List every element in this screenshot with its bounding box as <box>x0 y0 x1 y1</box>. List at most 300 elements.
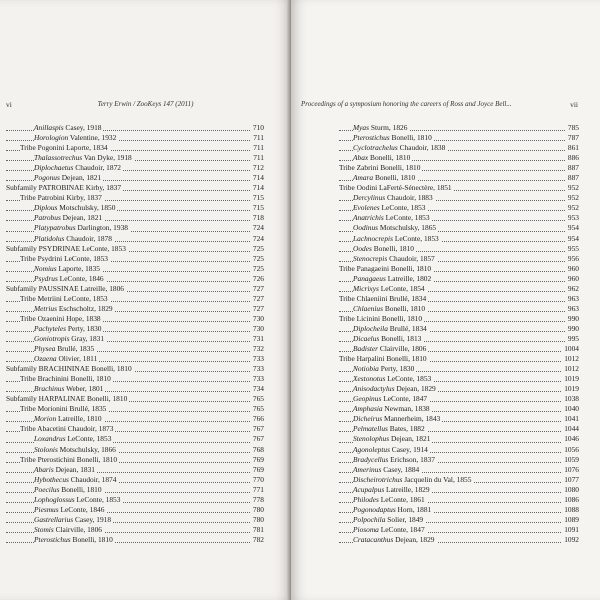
toc-entry-author: Dejean, 1829 <box>393 534 435 544</box>
toc-entry-title <box>353 133 434 143</box>
toc-page-number: 1056 <box>564 444 579 454</box>
toc-entry <box>6 505 264 515</box>
toc-entry <box>339 173 579 183</box>
toc-entry <box>6 434 264 444</box>
toc-entry <box>6 354 264 364</box>
genus-name: Anisodactylus <box>353 384 395 394</box>
toc-entry-title <box>353 143 447 153</box>
toc-page-number: 861 <box>567 143 579 153</box>
genus-name: Cratacanthus <box>353 534 394 544</box>
toc-entry-author: Darlington, 1938 <box>75 223 128 233</box>
toc-entry <box>6 203 264 213</box>
toc-page-number: 733 <box>252 364 264 374</box>
toc-entry-author: Tribe Metriini LeConte, 1853 <box>20 293 108 303</box>
toc-entry <box>339 465 579 475</box>
toc-entry-title <box>353 465 421 475</box>
genus-name: Loxandrus <box>34 434 66 444</box>
toc-entry <box>6 153 264 163</box>
toc-entry <box>6 254 264 264</box>
toc-page-number: 727 <box>252 293 264 303</box>
genus-name: Goniotropis <box>34 333 70 343</box>
toc-entry-title <box>353 213 432 223</box>
toc-entry-author: Tribe Pogonini Laporte, 1834 <box>20 143 108 153</box>
toc-entry <box>339 525 579 535</box>
toc-entry-author: Erichson, 1837 <box>388 454 435 464</box>
toc-page-number: 731 <box>252 333 264 343</box>
toc-entry <box>339 314 579 324</box>
toc-page-number: 1012 <box>564 364 579 374</box>
toc-entry <box>6 123 264 133</box>
toc-entry <box>339 344 579 354</box>
toc-entry-title <box>34 344 96 354</box>
genus-name: Gastrellarius <box>34 514 74 524</box>
toc-page-number: 1077 <box>564 474 579 484</box>
toc-entry-title <box>34 123 103 133</box>
toc-entry <box>6 495 264 505</box>
toc-entry-author: Latreille, 1810 <box>56 414 102 424</box>
toc-page-number: 780 <box>252 514 264 524</box>
toc-entry <box>339 223 579 233</box>
genus-name: Physea <box>34 344 56 354</box>
left-table-of-contents <box>6 123 264 545</box>
left-page-number: vi <box>6 100 12 109</box>
toc-entry-author: Casey, 1918 <box>73 514 112 524</box>
toc-entry-title <box>20 404 108 414</box>
toc-entry-title <box>34 414 104 424</box>
toc-entry-author: Tribe Ozaenini Hope, 1838 <box>20 313 101 323</box>
toc-entry <box>6 264 264 274</box>
genus-name: Acupalpus <box>353 484 385 494</box>
genus-name: Amerinus <box>353 464 382 474</box>
toc-entry-title <box>353 153 412 163</box>
toc-entry <box>6 244 264 254</box>
toc-entry <box>6 445 264 455</box>
toc-entry-author: Solier, 1849 <box>385 514 424 524</box>
toc-entry-author: LeConte, 1853 <box>74 494 121 504</box>
toc-entry <box>6 274 264 284</box>
toc-entry-author: Chaudoir, 1874 <box>68 474 117 484</box>
toc-entry-title <box>339 354 429 364</box>
toc-page-number: 1012 <box>564 354 579 364</box>
toc-entry <box>339 304 579 314</box>
toc-entry-author: LeConte, 1853 <box>65 434 112 444</box>
toc-page-number: 962 <box>567 283 579 293</box>
toc-page-number: 724 <box>252 223 264 233</box>
toc-page-number: 886 <box>567 153 579 163</box>
toc-entry-author: Casey, 1884 <box>381 464 420 474</box>
genus-name: Cyclotrachelus <box>353 143 398 153</box>
toc-page-number: 726 <box>252 273 264 283</box>
toc-entry-author: LeConte, 1861 <box>378 494 425 504</box>
toc-entry-title <box>34 525 104 535</box>
toc-entry <box>339 455 579 465</box>
genus-name: Philodes <box>353 494 379 504</box>
toc-entry-title <box>353 254 437 264</box>
toc-entry-title <box>339 314 424 324</box>
toc-entry <box>6 133 264 143</box>
toc-entry <box>339 183 579 193</box>
toc-page-number: 768 <box>252 444 264 454</box>
toc-entry <box>6 525 264 535</box>
genus-name: Anatrichis <box>353 213 384 223</box>
toc-page-number: 724 <box>252 233 264 243</box>
genus-name: Xestonotus <box>353 374 386 384</box>
toc-entry-author: Clairville, 1806 <box>53 524 102 534</box>
toc-entry <box>6 424 264 434</box>
genus-name: Pelmatellus <box>353 424 388 434</box>
toc-entry <box>6 344 264 354</box>
right-page-number: vii <box>570 100 578 109</box>
toc-page-number: 734 <box>252 384 264 394</box>
toc-page-number: 995 <box>567 333 579 343</box>
toc-page-number: 787 <box>567 133 579 143</box>
genus-name: Morion <box>34 414 57 424</box>
toc-entry <box>6 223 264 233</box>
toc-entry-title <box>34 223 130 233</box>
genus-name: Lachnocrepis <box>353 233 393 243</box>
genus-name: Polpochila <box>353 514 386 524</box>
toc-page-number: 1040 <box>564 404 579 414</box>
genus-name: Piesmus <box>34 504 59 514</box>
genus-name: Lophoglossus <box>34 494 75 504</box>
genus-name: Platidolus <box>34 233 65 243</box>
toc-page-number: 766 <box>252 414 264 424</box>
toc-entry <box>339 244 579 254</box>
toc-entry-title <box>353 384 438 394</box>
toc-page-number: 711 <box>253 143 264 153</box>
toc-page-number: 715 <box>252 203 264 213</box>
genus-name: Piosoma <box>353 524 379 534</box>
toc-entry-author: Subfamily PSYDRINAE LeConte, 1853 <box>6 243 126 253</box>
genus-name: Badister <box>353 344 379 354</box>
toc-entry <box>6 404 264 414</box>
toc-entry-author: Chaudoir, 1878 <box>64 233 112 243</box>
toc-page-number: 767 <box>252 424 264 434</box>
toc-entry <box>339 414 579 424</box>
toc-entry <box>6 324 264 334</box>
toc-page-number: 725 <box>252 263 264 273</box>
toc-page-number: 1088 <box>564 504 579 514</box>
toc-page-number: 765 <box>252 404 264 414</box>
toc-entry-title <box>353 445 430 455</box>
toc-entry-author: Tribe Licinini Bonelli, 1810 <box>339 313 423 323</box>
toc-entry <box>6 465 264 475</box>
right-page <box>291 0 600 600</box>
toc-entry-title <box>34 434 113 444</box>
toc-entry <box>339 334 579 344</box>
toc-entry-author: Olivier, 1811 <box>56 354 98 364</box>
toc-page-number: 727 <box>252 303 264 313</box>
genus-name: Poecilus <box>34 484 60 494</box>
genus-name: Evolenes <box>353 203 380 213</box>
toc-entry-author: Motschulsky, 1866 <box>57 444 116 454</box>
toc-entry-author: Tribe Chlaeniini Brullé, 1834 <box>339 293 427 303</box>
toc-entry-author: Subfamily BRACHININAE Bonelli, 1810 <box>6 364 132 374</box>
toc-entry-author: Bates, 1882 <box>387 424 425 434</box>
toc-entry-title <box>34 515 113 525</box>
toc-page-number: 725 <box>252 243 264 253</box>
toc-entry-author: LeConte, 1853 <box>383 213 430 223</box>
toc-entry-title <box>6 244 128 254</box>
toc-entry <box>339 374 579 384</box>
toc-entry-title <box>353 515 425 525</box>
toc-entry-author: Chaudoir, 1872 <box>73 163 121 173</box>
genus-name: Pogonodaptus <box>353 504 396 514</box>
toc-entry-author: Dejean, 1829 <box>394 384 436 394</box>
toc-page-number: 769 <box>252 454 264 464</box>
genus-name: Nomius <box>34 263 57 273</box>
toc-page-number: 767 <box>252 434 264 444</box>
toc-entry-title <box>353 485 432 495</box>
toc-entry-author: Chaudoir, 1883 <box>385 193 433 203</box>
toc-entry-author: Casey, 1918 <box>63 123 102 132</box>
toc-entry-author: LeConte, 1847 <box>378 524 425 534</box>
toc-entry-title <box>353 274 433 284</box>
toc-entry-author: Brullé, 1834 <box>387 323 427 333</box>
toc-entry-author: Dejean, 1821 <box>389 434 431 444</box>
toc-page-number: 733 <box>252 374 264 384</box>
toc-page-number: 887 <box>567 173 579 183</box>
toc-entry-title <box>34 173 103 183</box>
genus-name: Patrobus <box>34 213 61 223</box>
toc-page-number: 954 <box>567 233 579 243</box>
toc-entry <box>6 213 264 223</box>
toc-page-number: 953 <box>567 213 579 223</box>
toc-entry-title <box>353 414 442 424</box>
toc-entry <box>339 505 579 515</box>
toc-entry-author: Bonelli, 1810 <box>371 243 414 253</box>
toc-entry-author: Newman, 1838 <box>382 404 430 414</box>
toc-entry-title <box>353 505 433 515</box>
genus-name: Horologion <box>34 133 69 143</box>
toc-page-number: 1046 <box>564 434 579 444</box>
toc-entry-author: Perty, 1830 <box>378 364 415 374</box>
toc-entry-author: LeConte, 1846 <box>58 504 105 514</box>
toc-entry-author: Tribe Brachinini Bonelli, 1810 <box>20 374 111 384</box>
toc-entry-title <box>353 203 427 213</box>
toc-entry <box>339 294 579 304</box>
toc-page-number: 711 <box>253 133 264 143</box>
toc-entry-title <box>20 455 119 465</box>
toc-entry-author: Subfamily PAUSSINAE Latreille, 1806 <box>6 283 124 293</box>
toc-entry-title <box>353 234 441 244</box>
toc-page-number: 770 <box>252 474 264 484</box>
toc-entry <box>6 374 264 384</box>
genus-name: Pterostichus <box>34 534 71 544</box>
toc-entry-author: Clairville, 1806 <box>378 344 427 354</box>
toc-entry <box>339 264 579 274</box>
right-table-of-contents <box>339 123 579 545</box>
toc-entry <box>339 324 579 334</box>
toc-page-number: 990 <box>567 313 579 323</box>
toc-entry-title <box>34 163 123 173</box>
toc-entry-author: Van Dyke, 1918 <box>82 153 132 163</box>
toc-entry-title <box>6 364 134 374</box>
toc-entry-author: Mannerheim, 1843 <box>382 414 441 424</box>
toc-entry-author: Horn, 1881 <box>395 504 432 514</box>
genus-name: Anillaspis <box>34 123 64 132</box>
toc-entry <box>6 294 264 304</box>
toc-entry-author: Tribe Morionini Brullé, 1835 <box>20 404 107 414</box>
toc-entry <box>339 133 579 143</box>
genus-name: Pterostichus <box>353 133 390 143</box>
genus-name: Panagaeus <box>353 273 386 283</box>
toc-entry-title <box>339 264 433 274</box>
genus-name: Micrixys <box>353 283 379 293</box>
toc-page-number: 782 <box>252 534 264 544</box>
toc-entry <box>6 173 264 183</box>
toc-page-number: 1059 <box>564 454 579 464</box>
toc-page-number: 725 <box>252 253 264 263</box>
toc-page-number: 785 <box>567 123 579 132</box>
toc-page-number: 1038 <box>564 394 579 404</box>
toc-entry-title <box>34 445 118 455</box>
toc-entry-author: LeConte, 1853 <box>385 374 432 384</box>
toc-page-number: 1092 <box>564 534 579 544</box>
toc-page-number: 710 <box>252 123 264 132</box>
toc-entry-title <box>353 394 429 404</box>
toc-entry-title <box>353 193 435 203</box>
genus-name: Dercylinus <box>353 193 386 203</box>
genus-name: Pogonus <box>34 173 60 183</box>
toc-entry <box>339 153 579 163</box>
toc-page-number: 771 <box>252 484 264 494</box>
toc-entry <box>6 334 264 344</box>
toc-entry-author: Tribe Harpalini Bonelli, 1810 <box>339 354 427 364</box>
toc-page-number: 956 <box>567 253 579 263</box>
toc-entry <box>339 535 579 545</box>
toc-page-number: 1019 <box>564 384 579 394</box>
genus-name: Discheirotrichus <box>353 474 403 484</box>
genus-name: Bradycellus <box>353 454 389 464</box>
left-page <box>0 0 291 600</box>
toc-entry-author: LeConte, 1854 <box>378 283 425 293</box>
toc-entry-author: Latreille, 1802 <box>385 273 432 283</box>
toc-page-number: 1041 <box>564 414 579 424</box>
toc-entry-title <box>353 535 437 545</box>
toc-page-number: 1044 <box>564 424 579 434</box>
toc-entry-author: LeConte, 1853 <box>392 233 439 243</box>
toc-entry-author: Bonelli, 1813 <box>379 333 422 343</box>
toc-entry-author: Chaudoir, 1838 <box>397 143 446 153</box>
toc-entry <box>339 213 579 223</box>
toc-page-number: 718 <box>252 213 264 223</box>
toc-page-number: 769 <box>252 464 264 474</box>
toc-page-number: 1076 <box>564 464 579 474</box>
toc-entry-author: Bonelli, 1810 <box>382 303 426 313</box>
toc-entry-author: LeConte, 1846 <box>57 273 104 283</box>
genus-name: Amphasia <box>353 404 383 414</box>
genus-name: Dicheirus <box>353 414 383 424</box>
toc-page-number: 778 <box>252 494 264 504</box>
toc-entry-title <box>353 495 427 505</box>
right-running-head: Proceedings of a symposium honoring the careers of Ross and Joyce Bell... <box>301 100 512 108</box>
toc-entry <box>339 394 579 404</box>
toc-page-number: 1080 <box>564 484 579 494</box>
genus-name: Stolonis <box>34 444 58 454</box>
genus-name: Oodinus <box>353 223 379 233</box>
genus-name: Brachinus <box>34 384 65 394</box>
toc-entry-title <box>20 374 113 384</box>
genus-name: Psydrus <box>34 273 58 283</box>
toc-entry <box>339 354 579 364</box>
toc-entry <box>6 304 264 314</box>
toc-entry-author: Latreille, 1829 <box>384 484 430 494</box>
toc-entry <box>339 203 579 213</box>
toc-page-number: 780 <box>252 504 264 514</box>
toc-entry <box>6 163 264 173</box>
genus-name: Chlaenius <box>353 303 383 313</box>
toc-entry-title <box>34 475 118 485</box>
toc-page-number: 1004 <box>564 344 579 354</box>
toc-page-number: 733 <box>252 354 264 364</box>
toc-page-number: 730 <box>252 313 264 323</box>
toc-page-number: 765 <box>252 394 264 404</box>
toc-entry-author: Bonelli, 1810 <box>368 153 411 163</box>
toc-entry <box>6 515 264 525</box>
toc-page-number: 711 <box>253 153 264 163</box>
toc-entry <box>6 193 264 203</box>
toc-entry <box>6 455 264 465</box>
toc-entry-title <box>353 173 417 183</box>
toc-entry-title <box>34 133 118 143</box>
toc-entry-author: Jacquelin du Val, 1855 <box>402 474 472 484</box>
toc-entry-title <box>353 374 433 384</box>
left-running-head: Terry Erwin / ZooKeys 147 (2011) <box>97 100 194 108</box>
toc-entry-title <box>353 334 423 344</box>
toc-page-number: 960 <box>567 263 579 273</box>
toc-entry-title <box>353 525 427 535</box>
toc-page-number: 952 <box>567 203 579 213</box>
toc-entry-title <box>6 394 129 404</box>
toc-page-number: 952 <box>567 183 579 193</box>
genus-name: Dicaelus <box>353 333 380 343</box>
toc-page-number: 714 <box>252 173 264 183</box>
genus-name: Geopinus <box>353 394 382 404</box>
toc-entry <box>6 314 264 324</box>
toc-entry-title <box>34 485 104 495</box>
toc-page-number: 730 <box>252 323 264 333</box>
genus-name: Diplous <box>34 203 58 213</box>
toc-entry-author: Weber, 1801 <box>64 384 104 394</box>
genus-name: Platypatrobus <box>34 223 76 233</box>
toc-page-number: 887 <box>567 163 579 173</box>
genus-name: Diplochaetus <box>34 163 74 173</box>
toc-entry <box>6 364 264 374</box>
toc-page-number: 952 <box>567 193 579 203</box>
toc-entry <box>6 414 264 424</box>
toc-entry <box>339 495 579 505</box>
toc-entry <box>339 274 579 284</box>
toc-entry-title <box>353 364 416 374</box>
toc-entry-title <box>339 183 454 193</box>
toc-entry-author: Perty, 1830 <box>66 323 102 333</box>
toc-entry-title <box>353 344 428 354</box>
genus-name: Hybothecus <box>34 474 69 484</box>
genus-name: Abax <box>353 153 369 163</box>
toc-entry-author: Tribe Patrobini Kirby, 1837 <box>20 193 102 203</box>
toc-entry-title <box>353 244 416 254</box>
toc-entry-author: Bonelli, 1810 <box>59 484 102 494</box>
toc-entry-author: Laporte, 1835 <box>56 263 100 273</box>
toc-entry-author: Chaudoir, 1857 <box>387 253 435 263</box>
toc-entry-author: Valentine, 1932 <box>68 133 117 143</box>
toc-entry-title <box>353 223 438 233</box>
toc-entry-author: Sturm, 1826 <box>369 123 408 132</box>
toc-entry <box>339 254 579 264</box>
toc-entry-title <box>20 294 110 304</box>
toc-page-number: 727 <box>252 283 264 293</box>
